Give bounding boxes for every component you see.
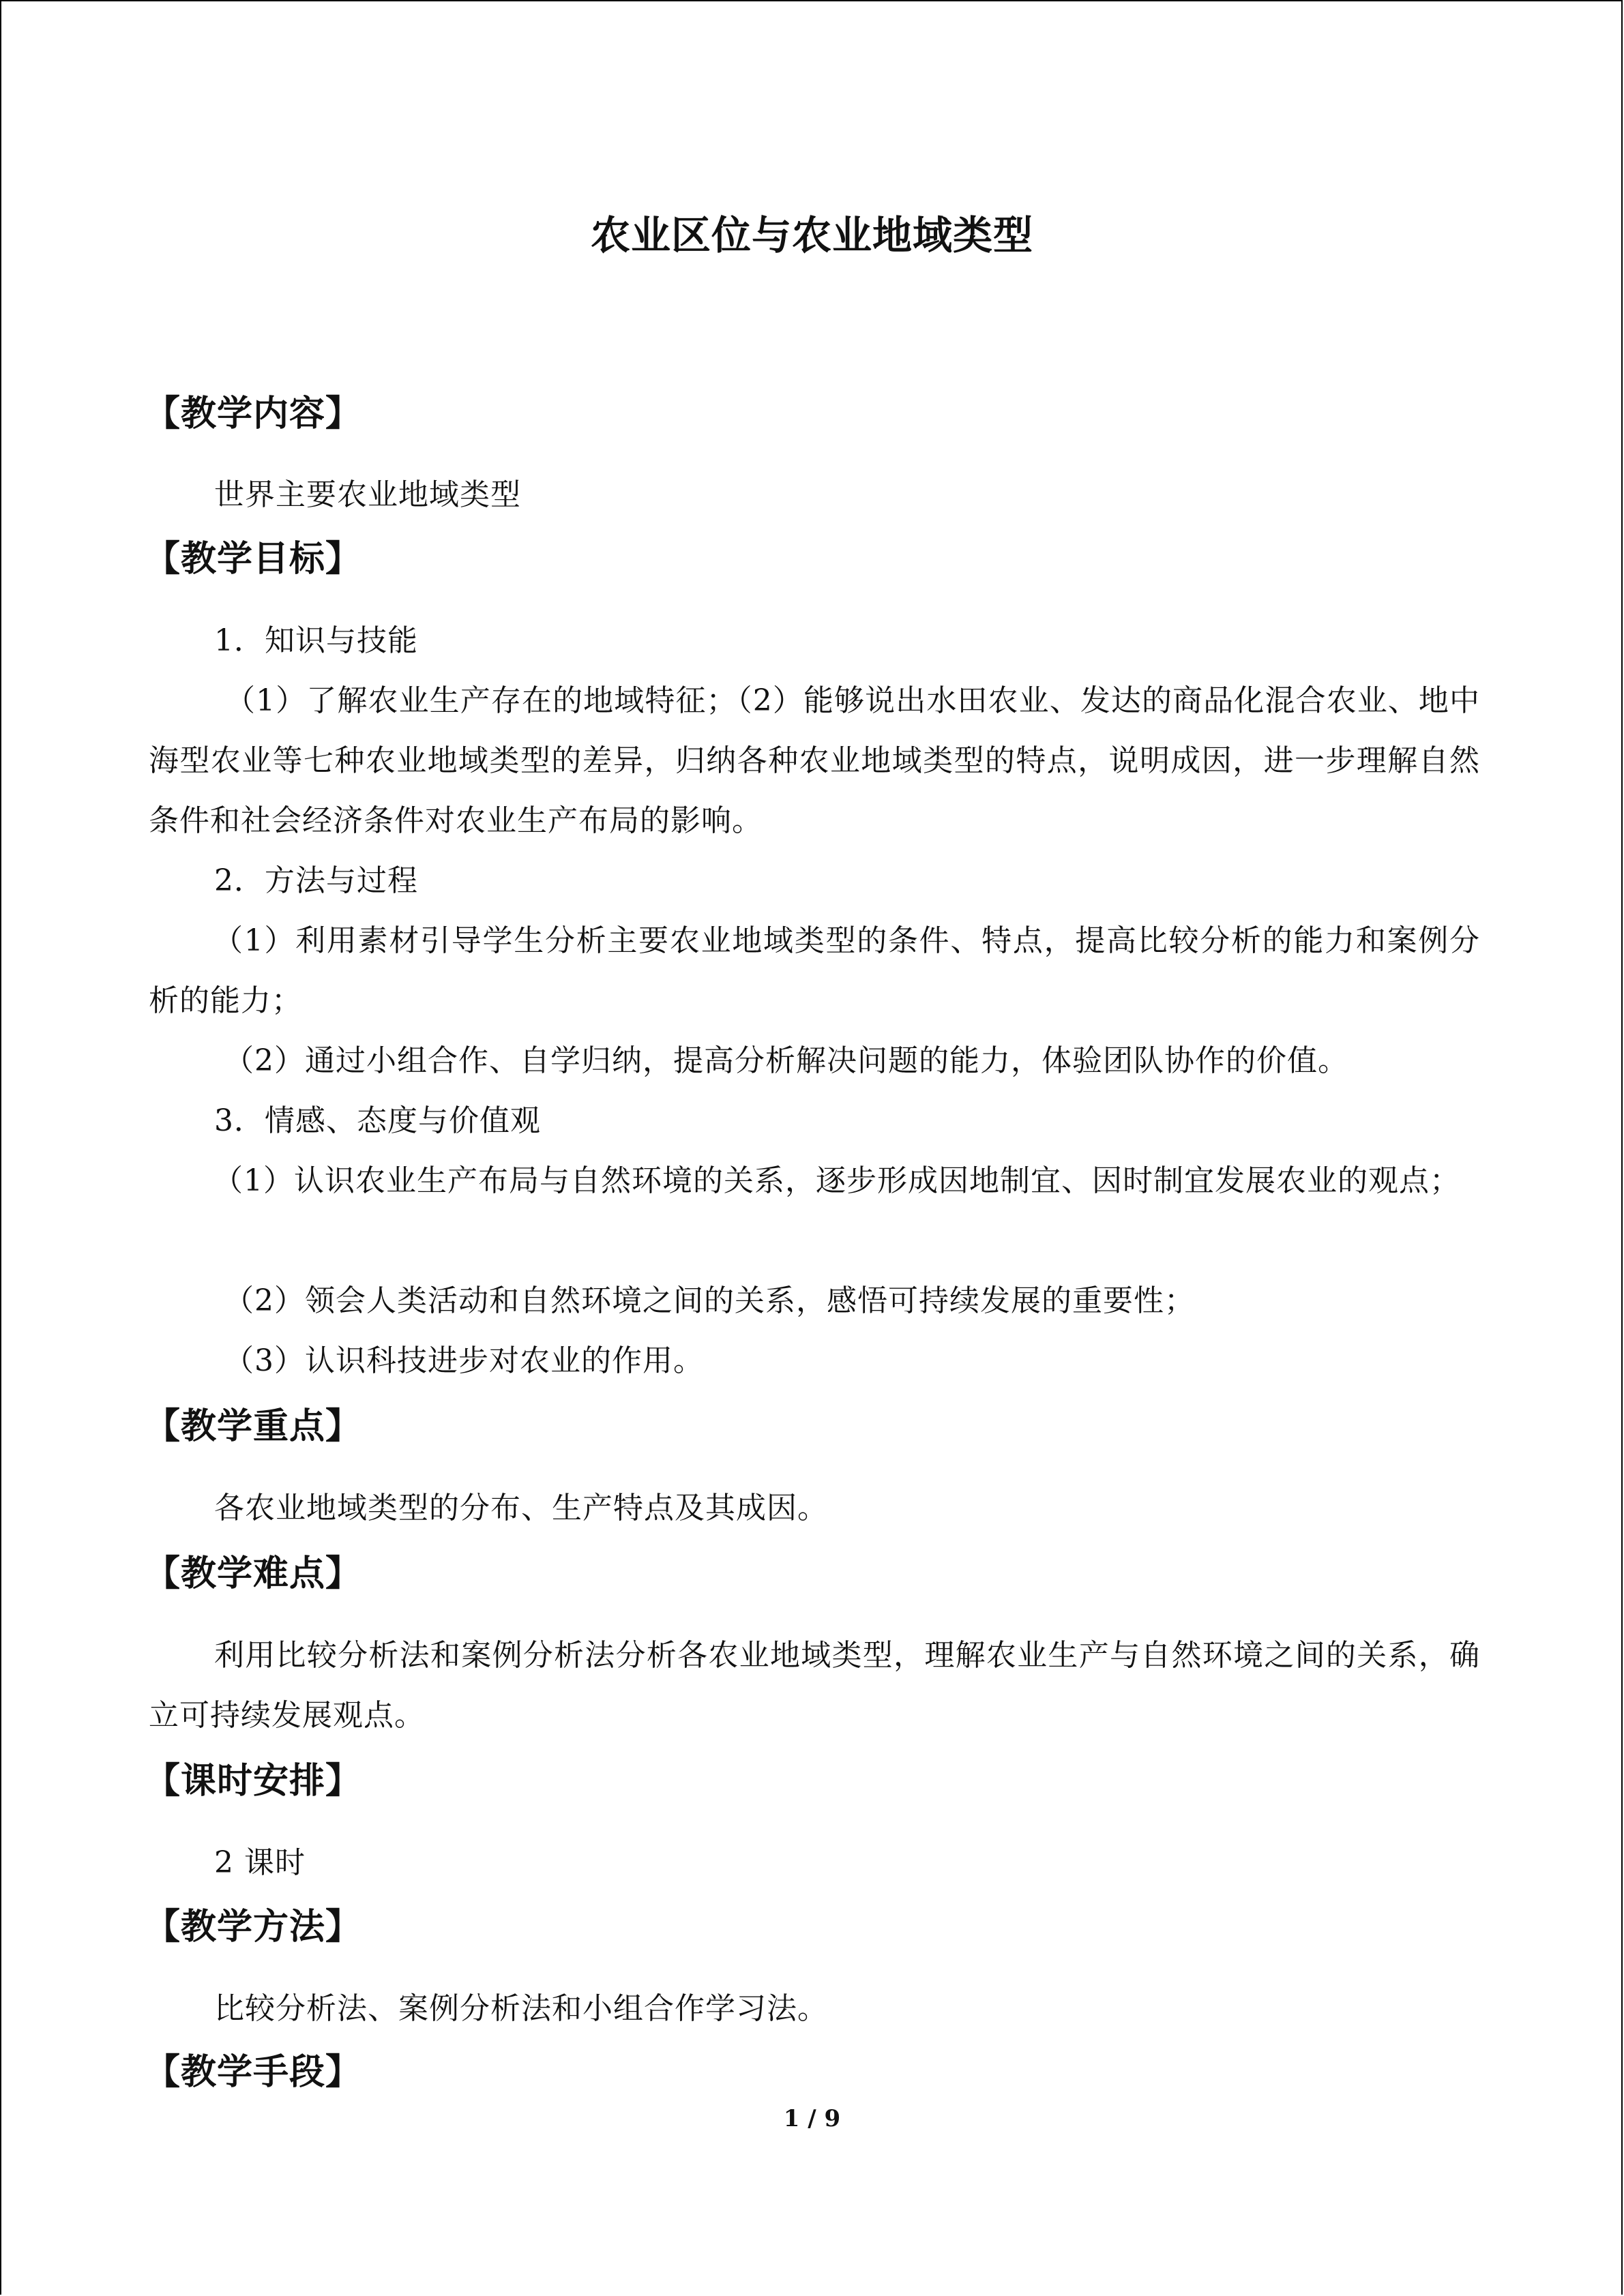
heading-key-points: 【教学重点】 [145, 1405, 362, 1447]
heading-methods: 【教学方法】 [145, 1906, 362, 1948]
paragraph-key-points: 各农业地域类型的分布、生产特点及其成因。 [214, 1491, 828, 1525]
paragraph-teaching-content: 世界主要农业地域类型 [214, 477, 521, 512]
heading-difficulties: 【教学难点】 [145, 1553, 362, 1594]
heading-means: 【教学手段】 [145, 2051, 362, 2093]
objective-item2-text2: （2）通过小组合作、自学归纳，提高分析解决问题的能力，体验团队协作的价值。 [224, 1043, 1348, 1078]
objective-item2-text1: （1）利用素材引导学生分析主要农业地域类型的条件、特点，提高比较分析的能力和案例分析的能力； [149, 923, 1480, 1018]
objective-item3-text2: （2）领会人类活动和自然环境之间的关系，感悟可持续发展的重要性； [224, 1283, 1195, 1318]
objective-item1-text: （1）了解农业生产存在的地域特征；（2）能够说出水田农业、发达的商品化混合农业、地中海型农业等七种农业地域类型的差异，归纳各种农业地域类型的特点，说明成因，进一步理解自然条件和社会经济条件对农业生产布局的影响。 [149, 683, 1480, 838]
paragraph-methods: 比较分析法、案例分析法和小组合作学习法。 [214, 1991, 828, 2026]
objective-item2-title: 2．方法与过程 [214, 863, 418, 898]
objective-item1-title: 1．知识与技能 [214, 623, 418, 658]
paragraph-schedule: 2 课时 [214, 1845, 306, 1880]
paragraph-difficulties: 利用比较分析法和案例分析法分析各农业地域类型，理解农业生产与自然环境之间的关系，确立可持续发展观点。 [149, 1638, 1480, 1733]
heading-schedule: 【课时安排】 [145, 1760, 362, 1802]
objective-item3-text3: （3）认识科技进步对农业的作用。 [224, 1343, 704, 1378]
page-number: 1 / 9 [783, 2105, 841, 2132]
heading-teaching-objectives: 【教学目标】 [145, 538, 362, 580]
objective-item3-title: 3．情感、态度与价值观 [214, 1103, 541, 1138]
document-title: 农业区位与农业地域类型 [590, 212, 1033, 258]
heading-teaching-content: 【教学内容】 [145, 393, 362, 434]
objective-item3-text1: （1）认识农业生产布局与自然环境的关系，逐步形成因地制宜、因时制宜发展农业的观点； [213, 1163, 1460, 1198]
